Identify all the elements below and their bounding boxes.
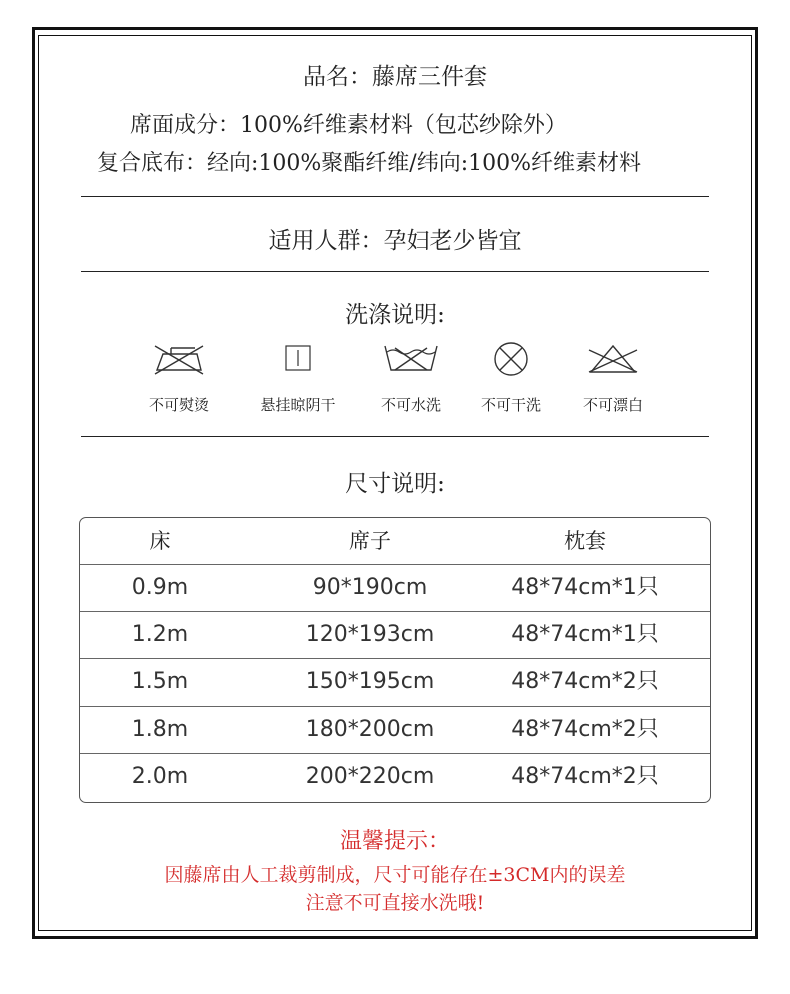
cell-pillowcase: 48*74cm*2只 bbox=[511, 764, 659, 789]
washing-icons-row bbox=[0, 340, 790, 420]
hang-dry-shade-icon bbox=[268, 340, 328, 382]
divider bbox=[81, 436, 709, 437]
wash-label: 不可漂白 bbox=[582, 396, 643, 414]
size-table bbox=[79, 517, 711, 803]
cell-mat: 150*195cm bbox=[305, 669, 435, 694]
wash-label: 不可干洗 bbox=[480, 396, 541, 414]
product-name: 品名：藤席三件套 bbox=[303, 64, 487, 90]
cell-mat: 180*200cm bbox=[305, 717, 435, 742]
header-bed: 床 bbox=[149, 529, 171, 553]
no-bleach-icon bbox=[583, 340, 643, 382]
wash-item-no-dry-clean bbox=[456, 340, 566, 414]
wash-label: 不可熨烫 bbox=[148, 396, 209, 414]
wash-item-no-bleach bbox=[558, 340, 668, 414]
audience-text: 适用人群：孕妇老少皆宜 bbox=[268, 228, 522, 254]
cell-pillowcase: 48*74cm*1只 bbox=[511, 622, 659, 647]
wash-item-hang-dry bbox=[243, 340, 353, 414]
composition-base: 复合底布：经向:100%聚酯纤维/纬向:100%纤维素材料 bbox=[97, 151, 642, 176]
tips-title: 温馨提示： bbox=[339, 829, 450, 854]
table-row bbox=[80, 611, 710, 657]
cell-bed: 1.5m bbox=[131, 669, 189, 694]
no-iron-icon bbox=[149, 340, 209, 382]
tips-line-1: 因藤席由人工裁剪制成，尺寸可能存在±3CM内的误差 bbox=[164, 864, 626, 886]
divider bbox=[81, 196, 709, 197]
cell-mat: 120*193cm bbox=[305, 622, 435, 647]
divider bbox=[81, 271, 709, 272]
cell-bed: 1.8m bbox=[131, 717, 189, 742]
wash-label: 悬挂晾阴干 bbox=[260, 396, 336, 414]
size-title: 尺寸说明: bbox=[345, 471, 445, 497]
wash-label: 不可水洗 bbox=[380, 396, 441, 414]
no-wash-icon bbox=[381, 340, 441, 382]
header-pillowcase: 枕套 bbox=[564, 529, 606, 553]
composition-surface: 席面成分：100%纤维素材料（包芯纱除外） bbox=[130, 113, 567, 138]
cell-bed: 2.0m bbox=[131, 764, 189, 789]
washing-title: 洗涤说明: bbox=[345, 302, 445, 328]
no-dry-clean-icon bbox=[481, 340, 541, 382]
table-header-row bbox=[80, 518, 710, 564]
table-row bbox=[80, 564, 710, 610]
table-row bbox=[80, 706, 710, 752]
table-row bbox=[80, 753, 710, 799]
cell-bed: 1.2m bbox=[131, 622, 189, 647]
table-row bbox=[80, 658, 710, 704]
cell-mat: 90*190cm bbox=[312, 575, 428, 600]
cell-mat: 200*220cm bbox=[305, 764, 435, 789]
tips-line-2: 注意不可直接水洗哦! bbox=[305, 892, 485, 914]
wash-item-no-iron bbox=[124, 340, 234, 414]
header-mat: 席子 bbox=[349, 529, 391, 553]
cell-pillowcase: 48*74cm*2只 bbox=[511, 717, 659, 742]
cell-pillowcase: 48*74cm*1只 bbox=[511, 575, 659, 600]
wash-item-no-wash bbox=[356, 340, 466, 414]
cell-bed: 0.9m bbox=[131, 575, 189, 600]
cell-pillowcase: 48*74cm*2只 bbox=[511, 669, 659, 694]
